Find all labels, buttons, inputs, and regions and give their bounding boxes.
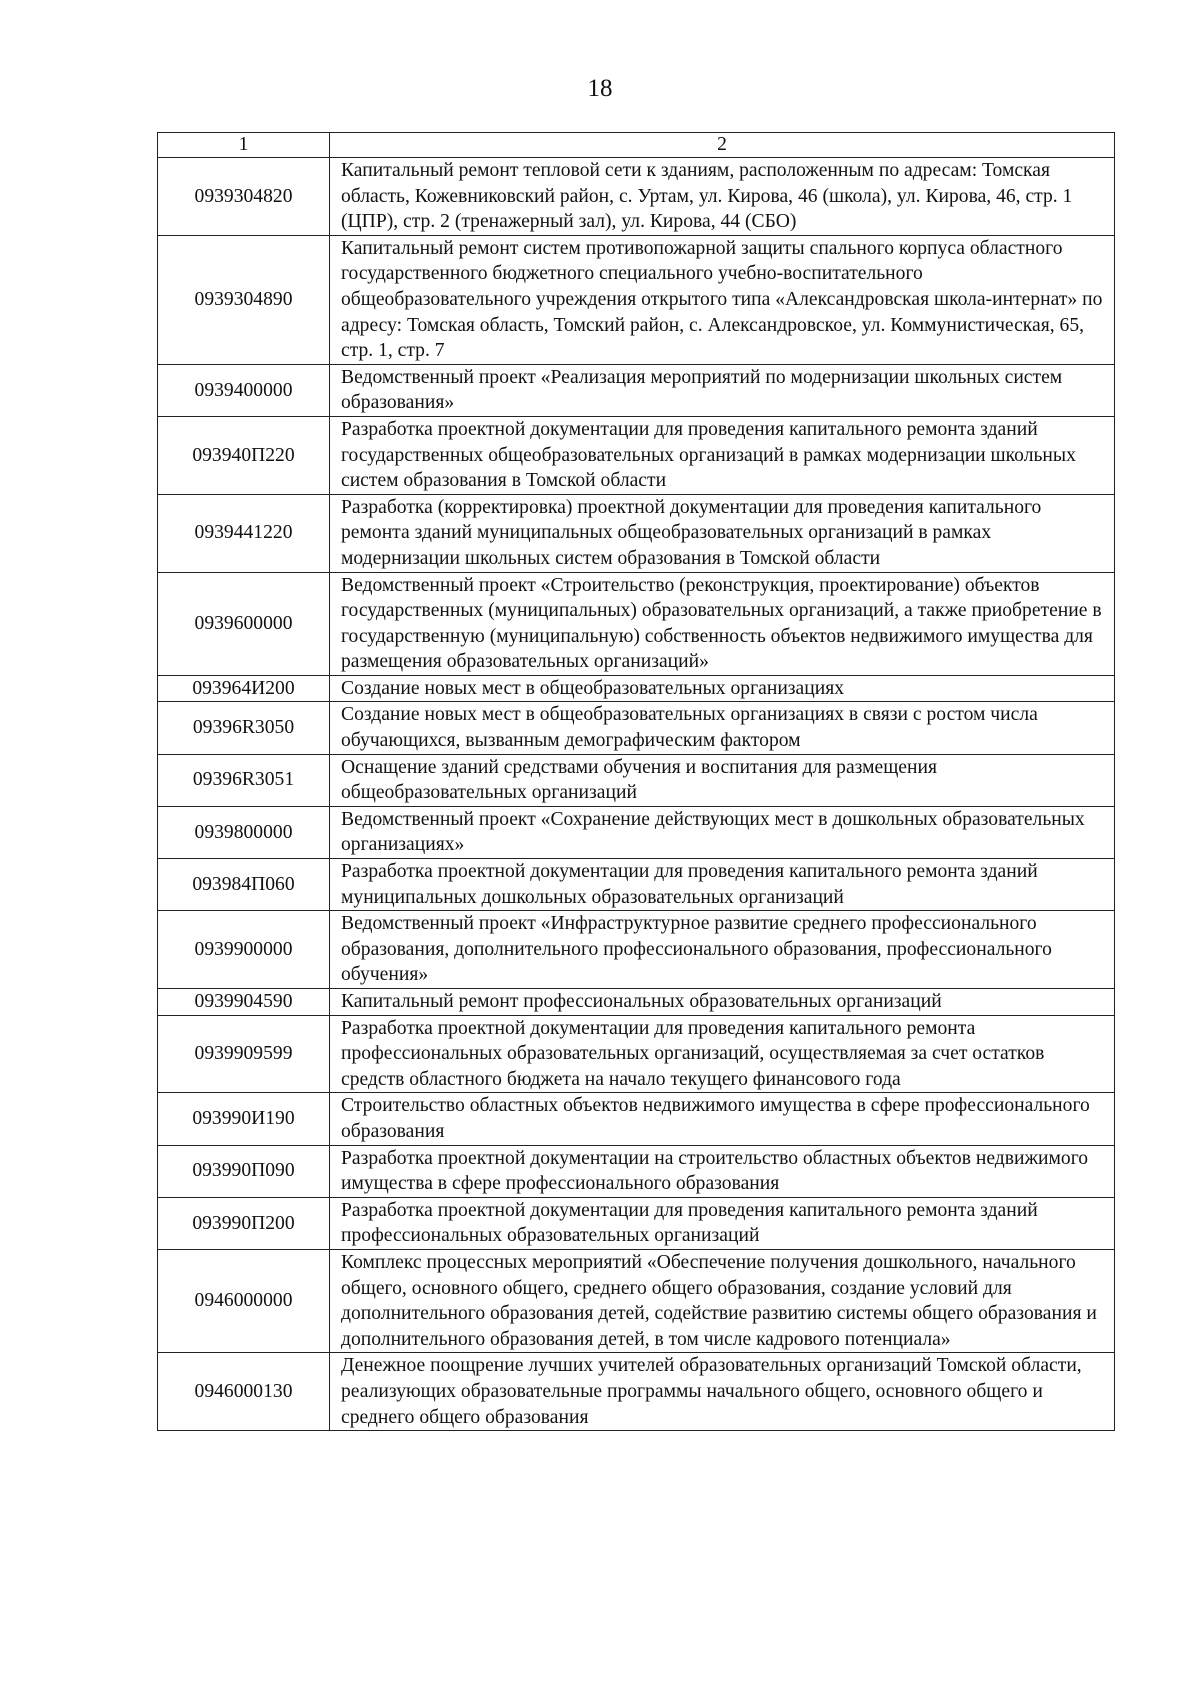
row-code: 0939909599 (158, 1015, 330, 1093)
row-description: Создание новых мест в общеобразовательных организациях в связи с ростом числа обучающихся, вызванным демографическим фактором (330, 702, 1115, 754)
table-row (158, 1197, 1115, 1249)
row-code: 0939600000 (158, 572, 330, 675)
table-row (158, 1353, 1115, 1431)
page-number: 18 (587, 75, 613, 102)
row-code: 0939900000 (158, 911, 330, 989)
table-row (158, 859, 1115, 911)
row-code: 0946000130 (158, 1353, 330, 1431)
row-code: 0939800000 (158, 806, 330, 858)
table-row (158, 1249, 1115, 1352)
row-description: Комплекс процессных мероприятий «Обеспечение получения дошкольного, начального общего, основного общего, среднего общего образования, создание условий для дополнительного образования детей, содействие развитию системы общего образования и дополнительного образования детей, в том числе кадрового потенциала» (330, 1249, 1115, 1352)
row-code: 093984П060 (158, 859, 330, 911)
table-row (158, 911, 1115, 989)
row-description: Капитальный ремонт тепловой сети к зданиям, расположенным по адресам: Томская область, Кожевниковский район, с. Уртам, ул. Кирова, 46 (школа), ул. Кирова, 46, стр. 1 (ЦПР), стр. 2 (тренажерный зал), ул. Кирова, 44 (СБО) (330, 158, 1115, 236)
row-code: 0939304820 (158, 158, 330, 236)
row-code: 09396R3051 (158, 754, 330, 806)
table-row (158, 1145, 1115, 1197)
table-row (158, 494, 1115, 572)
column-header-description: 2 (330, 133, 1115, 158)
row-description: Создание новых мест в общеобразовательных организациях (330, 675, 1115, 702)
row-description: Разработка проектной документации на строительство областных объектов недвижимого имущества в сфере профессионального образования (330, 1145, 1115, 1197)
row-description: Капитальный ремонт систем противопожарной защиты спального корпуса областного государственного бюджетного специального учебно-воспитательного общеобразовательного учреждения открытого типа «Александровская школа-интернат» по адресу: Томская область, Томский район, с. Александровское, ул. Коммунистическая, 65, стр. 1, стр. 7 (330, 235, 1115, 364)
row-description: Ведомственный проект «Строительство (реконструкция, проектирование) объектов государственных (муниципальных) образовательных организаций, а также приобретение в государственную (муниципальную) собственность объектов недвижимого имущества для размещения образовательных организаций» (330, 572, 1115, 675)
table-row (158, 416, 1115, 494)
row-code: 09396R3050 (158, 702, 330, 754)
row-description: Разработка (корректировка) проектной документации для проведения капитального ремонта зданий муниципальных общеобразовательных организаций в рамках модернизации школьных систем образования в Томской области (330, 494, 1115, 572)
row-code: 0939441220 (158, 494, 330, 572)
table-row (158, 158, 1115, 236)
table-row (158, 1015, 1115, 1093)
row-code: 093964И200 (158, 675, 330, 702)
column-header-code: 1 (158, 133, 330, 158)
table-row (158, 754, 1115, 806)
row-description: Ведомственный проект «Сохранение действующих мест в дошкольных образовательных организациях» (330, 806, 1115, 858)
table-row (158, 989, 1115, 1016)
row-code: 093990И190 (158, 1093, 330, 1145)
row-description: Ведомственный проект «Инфраструктурное развитие среднего профессионального образования, дополнительного профессионального образования, профессионального обучения» (330, 911, 1115, 989)
row-code: 093990П200 (158, 1197, 330, 1249)
row-code: 093990П090 (158, 1145, 330, 1197)
table-header-row (158, 133, 1115, 158)
row-code: 0939400000 (158, 364, 330, 416)
row-description: Разработка проектной документации для проведения капитального ремонта зданий государственных общеобразовательных организаций в рамках модернизации школьных систем образования в Томской области (330, 416, 1115, 494)
table-row (158, 675, 1115, 702)
table-row (158, 1093, 1115, 1145)
row-description: Строительство областных объектов недвижимого имущества в сфере профессионального образования (330, 1093, 1115, 1145)
row-description: Денежное поощрение лучших учителей образовательных организаций Томской области, реализующих образовательные программы начального общего, основного общего и среднего общего образования (330, 1353, 1115, 1431)
row-description: Оснащение зданий средствами обучения и воспитания для размещения общеобразовательных организаций (330, 754, 1115, 806)
row-description: Капитальный ремонт профессиональных образовательных организаций (330, 989, 1115, 1016)
row-description: Разработка проектной документации для проведения капитального ремонта профессиональных образовательных организаций, осуществляемая за счет остатков средств областного бюджета на начало текущего финансового года (330, 1015, 1115, 1093)
table-row (158, 364, 1115, 416)
table-row (158, 806, 1115, 858)
row-code: 0939904590 (158, 989, 330, 1016)
table-row (158, 235, 1115, 364)
row-description: Разработка проектной документации для проведения капитального ремонта зданий профессиональных образовательных организаций (330, 1197, 1115, 1249)
row-code: 0946000000 (158, 1249, 330, 1352)
table-row (158, 572, 1115, 675)
budget-codes-table (157, 132, 1115, 1431)
row-code: 0939304890 (158, 235, 330, 364)
row-description: Разработка проектной документации для проведения капитального ремонта зданий муниципальных дошкольных образовательных организаций (330, 859, 1115, 911)
row-description: Ведомственный проект «Реализация мероприятий по модернизации школьных систем образования» (330, 364, 1115, 416)
table-row (158, 702, 1115, 754)
row-code: 093940П220 (158, 416, 330, 494)
